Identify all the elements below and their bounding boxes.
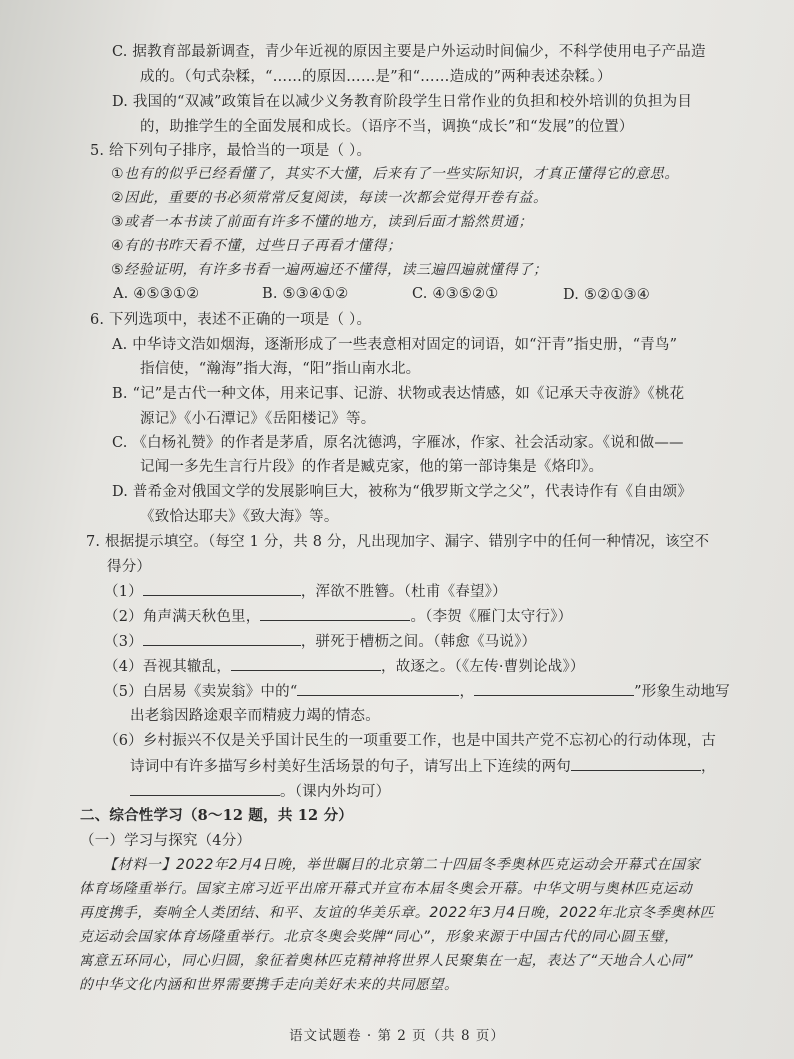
q6-option-b-line2: 源记》《小石潭记》《岳阳楼记》等。 bbox=[140, 411, 376, 427]
q6-option-d-line2: 《致恰达耶夫》《致大海》等。 bbox=[140, 509, 339, 525]
q7-item-3-number: （3） bbox=[104, 634, 143, 650]
q7-item-6-blank-1[interactable] bbox=[571, 756, 701, 771]
q7-item-4-text: （4）吾视其辙乱， bbox=[104, 659, 232, 675]
q7-item-6-line1: （6）乡村振兴不仅是关乎国计民生的一项重要工作，也是中国共产党不忘初心的行动体现，古 bbox=[104, 733, 717, 749]
q7-item-1-text: ，浑欲不胜簪。（杜甫《春望》） bbox=[300, 584, 507, 600]
q7-stem-line2: 得分） bbox=[107, 559, 152, 575]
material-1-line4: 克运动会国家体育场隆重举行。北京冬奥会奖牌“同心”，形象来源于中国古代的同心圆玉璧， bbox=[79, 929, 679, 945]
q7-item-1-blank[interactable] bbox=[143, 581, 301, 596]
q5-option-a: A. ④⑤③①② bbox=[113, 286, 200, 302]
q5-option-c: C. ④③⑤②① bbox=[412, 286, 499, 302]
q7-item-2-blank[interactable] bbox=[260, 606, 410, 621]
q7-item-2-text: （2）角声满天秋色里， bbox=[104, 609, 261, 625]
q7-item-5-line1 bbox=[104, 681, 730, 702]
q4-option-c-line1: C. 据教育部最新调查，青少年近视的原因主要是户外运动时间偏少，不科学使用电子产品造 bbox=[112, 44, 706, 60]
q7-item-2 bbox=[104, 606, 572, 627]
material-1-line3: 再度携手，奏响全人类团结、和平、友谊的华美乐章。2022年3月4日晚，2022年北京冬季奥林匹 bbox=[79, 905, 715, 921]
section-2-title: 二、综合性学习（8～12 题，共 12 分） bbox=[80, 807, 353, 824]
q7-item-2-source: 。（李贺《雁门太守行》） bbox=[410, 609, 573, 625]
q7-item-6-text-b: 诗词中有许多描写乡村美好生活场景的句子，请写出上下连续的两句 bbox=[130, 759, 571, 775]
q5-sentence-1: ①也有的似乎已经看懂了，其实不大懂，后来有了一些实际知识，才真正懂得它的意思。 bbox=[111, 166, 679, 182]
q7-item-4-source: ，故逐之。（《左传·曹刿论战》） bbox=[381, 659, 585, 675]
q7-item-5-text-b: ”形象生动地写 bbox=[634, 684, 730, 700]
q7-item-5-comma: ， bbox=[459, 684, 475, 700]
q7-item-5-blank-1[interactable] bbox=[297, 681, 459, 696]
q5-sentence-3: ③或者一本书读了前面有许多不懂的地方，读到后面才豁然贯通； bbox=[111, 214, 533, 230]
q5-sentence-4: ④有的书昨天看不懂，过些日子再看才懂得； bbox=[111, 238, 402, 254]
q7-item-1-number: （1） bbox=[104, 584, 143, 600]
material-1-line2: 体育场隆重举行。国家主席习近平出席开幕式并宣布本届冬奥会开幕。中华文明与奥林匹克运动 bbox=[79, 881, 693, 897]
q7-item-5-text-a: （5）白居易《卖炭翁》中的“ bbox=[104, 684, 298, 700]
section-2-subtitle: （一）学习与探究（4分） bbox=[80, 833, 252, 849]
q7-item-6-text-c: 。（课内外均可） bbox=[280, 784, 391, 800]
q7-item-5-blank-2[interactable] bbox=[474, 681, 634, 696]
q7-item-3-blank[interactable] bbox=[143, 631, 301, 646]
material-1-line5: 寓意五环同心，同心归圆，象征着奥林匹克精神将世界人民聚集在一起，表达了“天地合人心同” bbox=[79, 953, 694, 969]
q6-option-d-line1: D. 普希金对俄国文学的发展影响巨大，被称为“俄罗斯文学之父”，代表诗作有《自由颂》 bbox=[112, 484, 693, 500]
q6-option-b-line1: B. “记”是古代一种文体，用来记事、记游、状物或表达情感，如《记承天寺夜游》《桃花 bbox=[112, 386, 685, 402]
q7-item-6-line2 bbox=[130, 756, 716, 777]
q5-sentence-5: ⑤经验证明，有许多书看一遍两遍还不懂得，读三遍四遍就懂得了； bbox=[111, 262, 548, 278]
material-1-line1: 【材料一】2022年2月4日晚，举世瞩目的北京第二十四届冬季奥林匹克运动会开幕式在国家 bbox=[103, 857, 701, 873]
page-footer: 语文试题卷 · 第 2 页（共 8 页） bbox=[289, 1028, 505, 1044]
q6-stem: 6. 下列选项中，表述不正确的一项是（ ）。 bbox=[90, 312, 372, 328]
q7-item-6-line3 bbox=[130, 781, 390, 802]
q7-item-4 bbox=[104, 656, 585, 677]
q7-item-4-blank[interactable] bbox=[231, 656, 381, 671]
q7-stem-line1: 7. 根据提示填空。（每空 1 分，共 8 分，凡出现加字、漏字、错别字中的任何一种情况，该空不 bbox=[86, 534, 710, 550]
q5-stem: 5. 给下列句子排序，最恰当的一项是（ ）。 bbox=[90, 143, 372, 159]
q4-option-d-line2: 的，助推学生的全面发展和成长。（语序不当，调换“成长”和“发展”的位置） bbox=[140, 119, 634, 135]
q5-option-d: D. ⑤②①③④ bbox=[563, 287, 650, 303]
q7-item-3 bbox=[104, 631, 536, 652]
q7-item-3-text: ，骈死于槽枥之间。（韩愈《马说》） bbox=[300, 634, 537, 650]
q7-item-1 bbox=[104, 581, 507, 602]
q5-option-b: B. ⑤③④①② bbox=[262, 286, 349, 302]
q7-item-5-line2: 出老翁因路途艰辛而精疲力竭的情态。 bbox=[130, 708, 380, 724]
material-1-line6: 的中华文化内涵和世界需要携手走向美好未来的共同愿望。 bbox=[79, 977, 459, 993]
q5-sentence-2: ②因此，重要的书必须常常反复阅读，每读一次都会觉得开卷有益。 bbox=[111, 190, 548, 206]
q4-option-d-line1: D. 我国的“双减”政策旨在以减少义务教育阶段学生日常作业的负担和校外培训的负担为目 bbox=[112, 94, 693, 110]
q4-option-c-line2: 成的。（句式杂糅，“……的原因……是”和“……造成的”两种表述杂糅。） bbox=[140, 69, 612, 85]
q6-option-a-line1: A. 中华诗文浩如烟海，逐渐形成了一些表意相对固定的词语，如“汗青”指史册，“青鸟” bbox=[112, 337, 678, 353]
q7-item-6-blank-2[interactable] bbox=[130, 781, 280, 796]
q6-option-c-line2: 记闻一多先生言行片段》的作者是臧克家，他的第一部诗集是《烙印》。 bbox=[140, 459, 604, 475]
q6-option-c-line1: C. 《白杨礼赞》的作者是茅盾，原名沈德鸿，字雁冰，作家、社会活动家。《说和做—— bbox=[112, 435, 684, 451]
q6-option-a-line2: 指信使，“瀚海”指大海，“阳”指山南水北。 bbox=[140, 361, 421, 377]
q7-item-6-comma: ， bbox=[701, 759, 716, 775]
